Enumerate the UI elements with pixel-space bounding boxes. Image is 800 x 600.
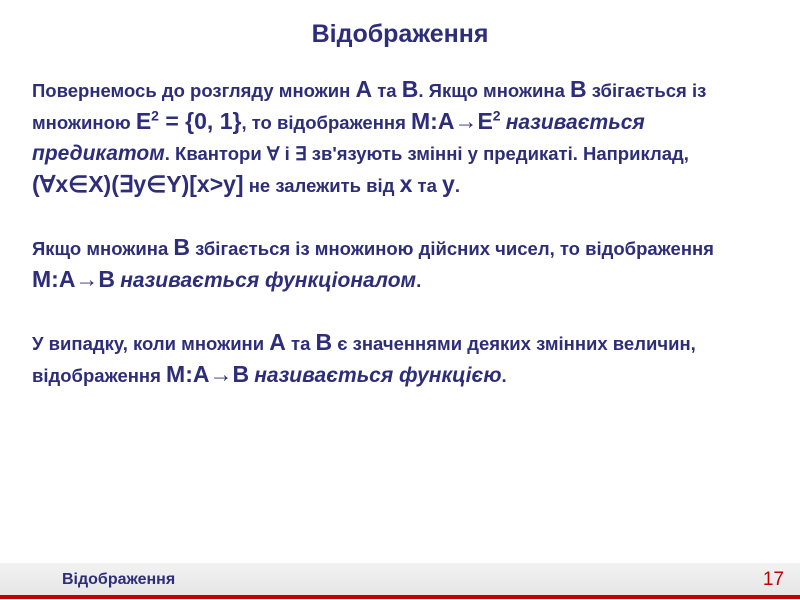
- set-e-definition: = {0, 1}: [158, 108, 242, 134]
- page-number: 17: [762, 569, 784, 590]
- set-b: В: [401, 76, 419, 102]
- text: та: [372, 80, 402, 101]
- mapping: М:А→В: [32, 266, 116, 292]
- mapping-domain: М:А: [411, 108, 455, 134]
- text: збігається із множиною дійсних чисел, то відображення: [190, 238, 714, 259]
- text: .: [501, 365, 507, 386]
- term-functional: називається функціоналом: [120, 269, 417, 292]
- text: та: [285, 333, 316, 354]
- text: і: [279, 143, 295, 164]
- arrow-icon: →: [454, 108, 478, 134]
- formula: (∀x∈X)(∃y∈Y)[x>y]: [32, 171, 244, 197]
- set-e-base: Е: [135, 108, 152, 134]
- set-e: [136, 108, 242, 134]
- set-b: В: [173, 234, 190, 260]
- mapping: [411, 108, 501, 134]
- text: .: [454, 175, 460, 196]
- footer-divider: [0, 595, 800, 599]
- text: , то відображення: [241, 112, 412, 133]
- text: та: [412, 175, 443, 196]
- set-b: В: [570, 76, 587, 102]
- exists-symbol: ∃: [294, 143, 307, 164]
- footer-title: Відображення: [62, 571, 176, 588]
- mapping-exponent: 2: [492, 107, 501, 124]
- text: .: [416, 270, 422, 291]
- term-function: називається функцією: [254, 364, 502, 387]
- text: збігається із множиною: [32, 80, 707, 133]
- set-a: А: [355, 76, 373, 102]
- paragraph-function: [32, 327, 752, 391]
- paragraph-functional: [32, 232, 752, 296]
- term-predicate: називається предикатом: [32, 111, 645, 165]
- variable-y: y: [442, 171, 455, 197]
- text: . Якщо множина: [418, 80, 571, 101]
- text: є значеннями деяких змінних величин, відображення: [32, 333, 696, 386]
- paragraph-predicate: [32, 74, 752, 201]
- slide-title: Відображення: [311, 20, 489, 48]
- set-e-exponent: 2: [151, 107, 159, 124]
- text: Якщо множина: [32, 238, 174, 259]
- set-a: А: [269, 329, 286, 355]
- set-b: В: [315, 329, 333, 355]
- slide-body: [32, 74, 752, 422]
- text: У випадку, коли множини: [32, 333, 270, 354]
- text: зв'язують змінні у предикаті. Наприклад,: [306, 143, 689, 164]
- text: . Квантори: [164, 143, 267, 164]
- text: Повернемось до розгляду множин: [32, 80, 356, 101]
- forall-symbol: ∀: [266, 143, 280, 164]
- mapping-codomain: Е: [477, 108, 493, 134]
- variable-x: x: [399, 171, 413, 197]
- mapping: М:А→В: [166, 361, 250, 387]
- text: не залежить від: [243, 175, 400, 196]
